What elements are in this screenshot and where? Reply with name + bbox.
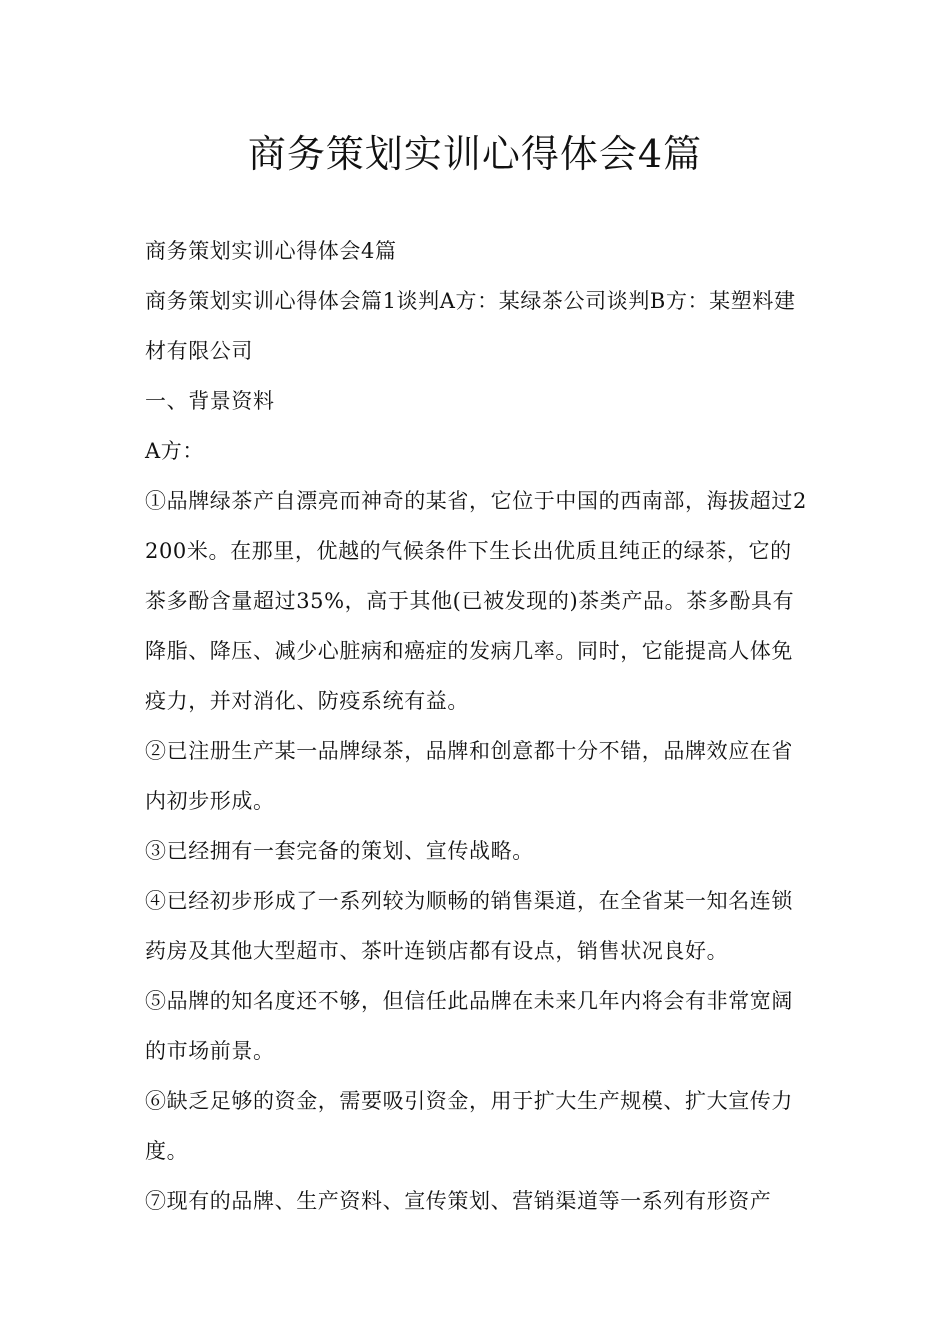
- section-heading-background: 一、背景资料: [145, 389, 275, 413]
- page-title: 商务策划实训心得体会4篇: [247, 132, 703, 176]
- list-item-7: ⑦现有的品牌、生产资料、宣传策划、营销渠道等一系列有形资产: [145, 1189, 772, 1213]
- paragraph-intro: 商务策划实训心得体会篇1谈判A方：某绿茶公司谈判B方：某塑料建材有限公司: [145, 289, 796, 363]
- list-item-3: ③已经拥有一套完备的策划、宣传战略。: [145, 839, 534, 863]
- list-item-1: ①品牌绿茶产自漂亮而神奇的某省，它位于中国的西南部，海拔超过2200米。在那里，优越的气候条件下生长出优质且纯正的绿茶，它的茶多酚含量超过35%，高于其他(已被发现的)茶类产品。茶多酚具有降脂、降压、减少心脏病和癌症的发病几率。同时，它能提高人体免疫力，并对消化、防疫系统有益。: [145, 489, 807, 713]
- document-body: [145, 226, 810, 1226]
- party-a-label: A方：: [145, 439, 204, 463]
- paragraph-subtitle: 商务策划实训心得体会4篇: [145, 239, 397, 263]
- list-item-2: ②已注册生产某一品牌绿茶，品牌和创意都十分不错，品牌效应在省内初步形成。: [145, 739, 793, 813]
- list-item-6: ⑥缺乏足够的资金，需要吸引资金，用于扩大生产规模、扩大宣传力度。: [145, 1089, 793, 1163]
- list-item-5: ⑤品牌的知名度还不够，但信任此品牌在未来几年内将会有非常宽阔的市场前景。: [145, 989, 793, 1063]
- list-item-4: ④已经初步形成了一系列较为顺畅的销售渠道，在全省某一知名连锁药房及其他大型超市、茶叶连锁店都有设点，销售状况良好。: [145, 889, 793, 963]
